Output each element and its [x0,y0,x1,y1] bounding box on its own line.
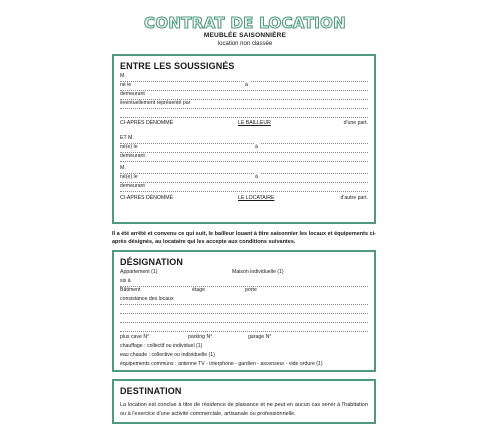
tenant-part-label: d'autre part. [340,195,368,201]
heating-row[interactable]: chauffage : collectif ou individuel (1) [120,343,203,349]
door-label: porte [245,287,257,293]
garage-label: garage N° [248,334,272,340]
equipment-row[interactable]: équipements communs : antenne TV - interphone - gardien - ascenseur - vide ordure (1) [120,361,323,367]
document-note: location non classée [217,41,273,47]
cellar-label: plus cave N° [120,334,150,340]
location-label: sis à [120,278,131,284]
lessor-role-label: LE BAILLEUR [238,120,271,126]
apartment-option[interactable]: Appartement (1) [120,269,158,275]
agreement-clause: Il a été arrêté et convenu ce qui suit, le bailleur louant à titre saisonnier les locaux et équipements ci-après désignés, au locataire qui les accepte aux conditions suivantes. [112,231,376,245]
designation-section [112,250,376,372]
tenant-designated-label: CI-APRÈS DÉNOMMÉ [120,195,174,201]
destination-section [112,379,376,424]
premises-line-4[interactable] [120,322,368,332]
parties-heading: ENTRE LES SOUSSIGNÉS [120,61,235,71]
tenant1-birthplace-label: à [255,144,258,150]
lessor-address-label: demeurant [120,91,145,97]
tenant1-birth-label: né(e) le [120,144,138,150]
hot-water-row[interactable]: eau chaude : collective ou individuelle (1) [120,352,215,358]
premises-label: consistance des locaux [120,296,174,302]
tenant1-name-label: ET M. [120,135,134,141]
parties-section [112,54,376,224]
lessor-birthplace-label: à [245,82,248,88]
lessor-designation-row [120,119,368,128]
tenant1-address-field[interactable] [120,152,368,162]
annex-row[interactable] [120,333,368,342]
lessor-extra-line[interactable] [120,108,368,118]
document-subtitle: MEUBLÉE SAISONNIÈRE [203,32,287,39]
house-option[interactable]: Maison individuelle (1) [232,269,284,275]
document-title: CONTRAT DE LOCATION [144,14,346,32]
lessor-representative-label: éventuellement représenté par [120,100,191,106]
building-label: Bâtiment [120,287,141,293]
lessor-name-label: M. [120,73,126,79]
building-row[interactable] [120,286,368,295]
tenant2-address-field[interactable] [120,182,368,192]
tenant2-name-label: M. [120,165,126,171]
floor-label: étage [192,287,205,293]
lessor-birth-label: né le [120,82,132,88]
property-type-row [120,268,368,277]
tenant2-birth-label: né(e) le [120,174,138,180]
tenant-role-label: LE LOCATAIRE [238,195,275,201]
tenant2-birthplace-label: à [255,174,258,180]
destination-text: La location est conclue à titre de résidence de plaisance et ne peut en aucun cas servir à l'habitation ou à l'exercice d'une activité commerciale, artisanale ou professionnelle. [120,402,368,417]
lessor-part-label: d'une part. [343,120,368,126]
tenant2-address-label: demeurant [120,183,145,189]
destination-heading: DESTINATION [120,386,182,396]
lessor-designated-label: CI-APRÈS DÉNOMMÉ [120,120,174,126]
tenant1-address-label: demeurant [120,153,145,159]
parking-label: parking N° [188,334,213,340]
tenant-designation-row [120,194,368,203]
designation-heading: DÉSIGNATION [120,257,183,267]
